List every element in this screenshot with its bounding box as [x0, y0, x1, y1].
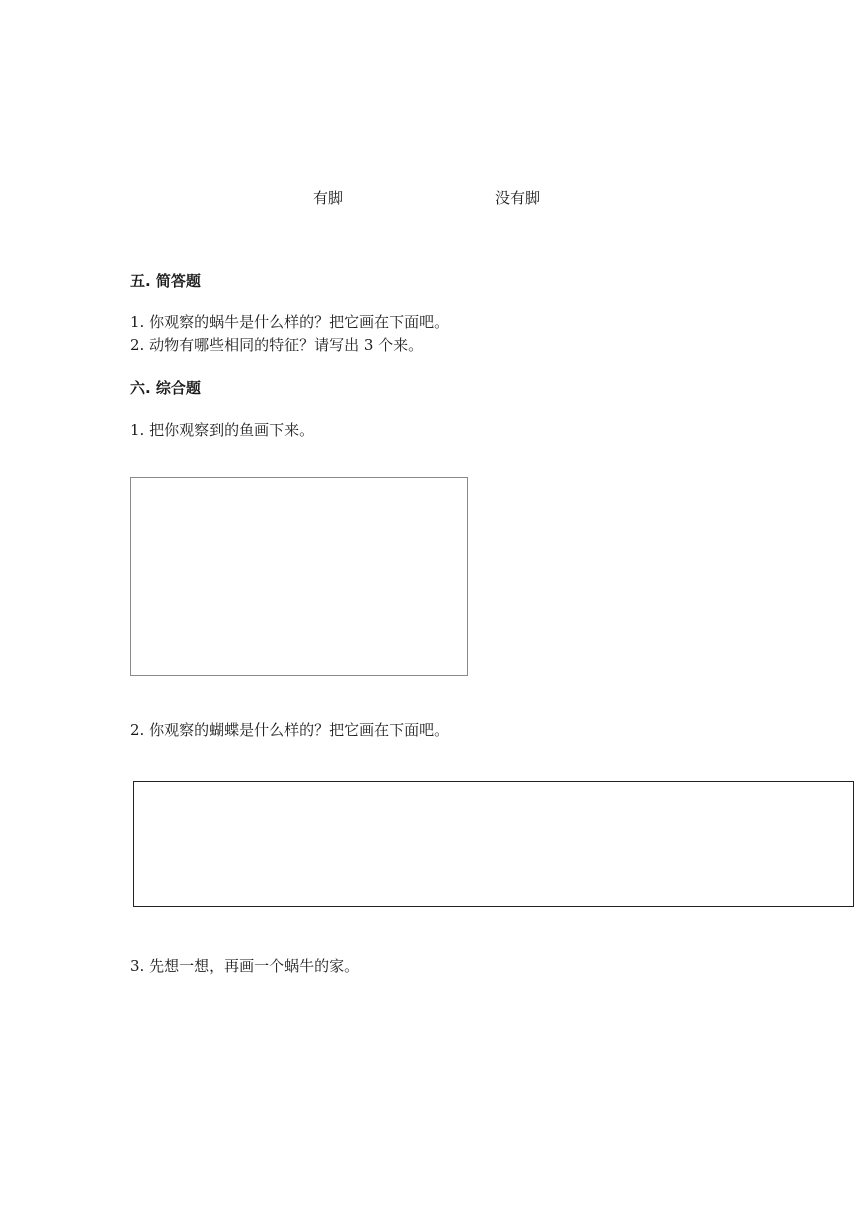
question-6-1: 1. 把你观察到的鱼画下来。	[130, 421, 315, 439]
section-heading-short-answer: 五. 简答题	[130, 272, 201, 290]
question-6-2: 2. 你观察的蝴蝶是什么样的？把它画在下面吧。	[130, 721, 450, 739]
question-6-3: 3. 先想一想，再画一个蜗牛的家。	[130, 957, 360, 975]
fish-drawing-box[interactable]	[130, 477, 468, 676]
question-5-1: 1. 你观察的蜗牛是什么样的？把它画在下面吧。	[130, 313, 450, 331]
label-has-feet: 有脚	[313, 189, 344, 207]
section-heading-comprehensive: 六. 综合题	[130, 379, 201, 397]
label-no-feet: 没有脚	[495, 189, 541, 207]
butterfly-drawing-box[interactable]	[133, 781, 854, 907]
question-5-2: 2. 动物有哪些相同的特征？请写出 3 个来。	[130, 336, 424, 354]
